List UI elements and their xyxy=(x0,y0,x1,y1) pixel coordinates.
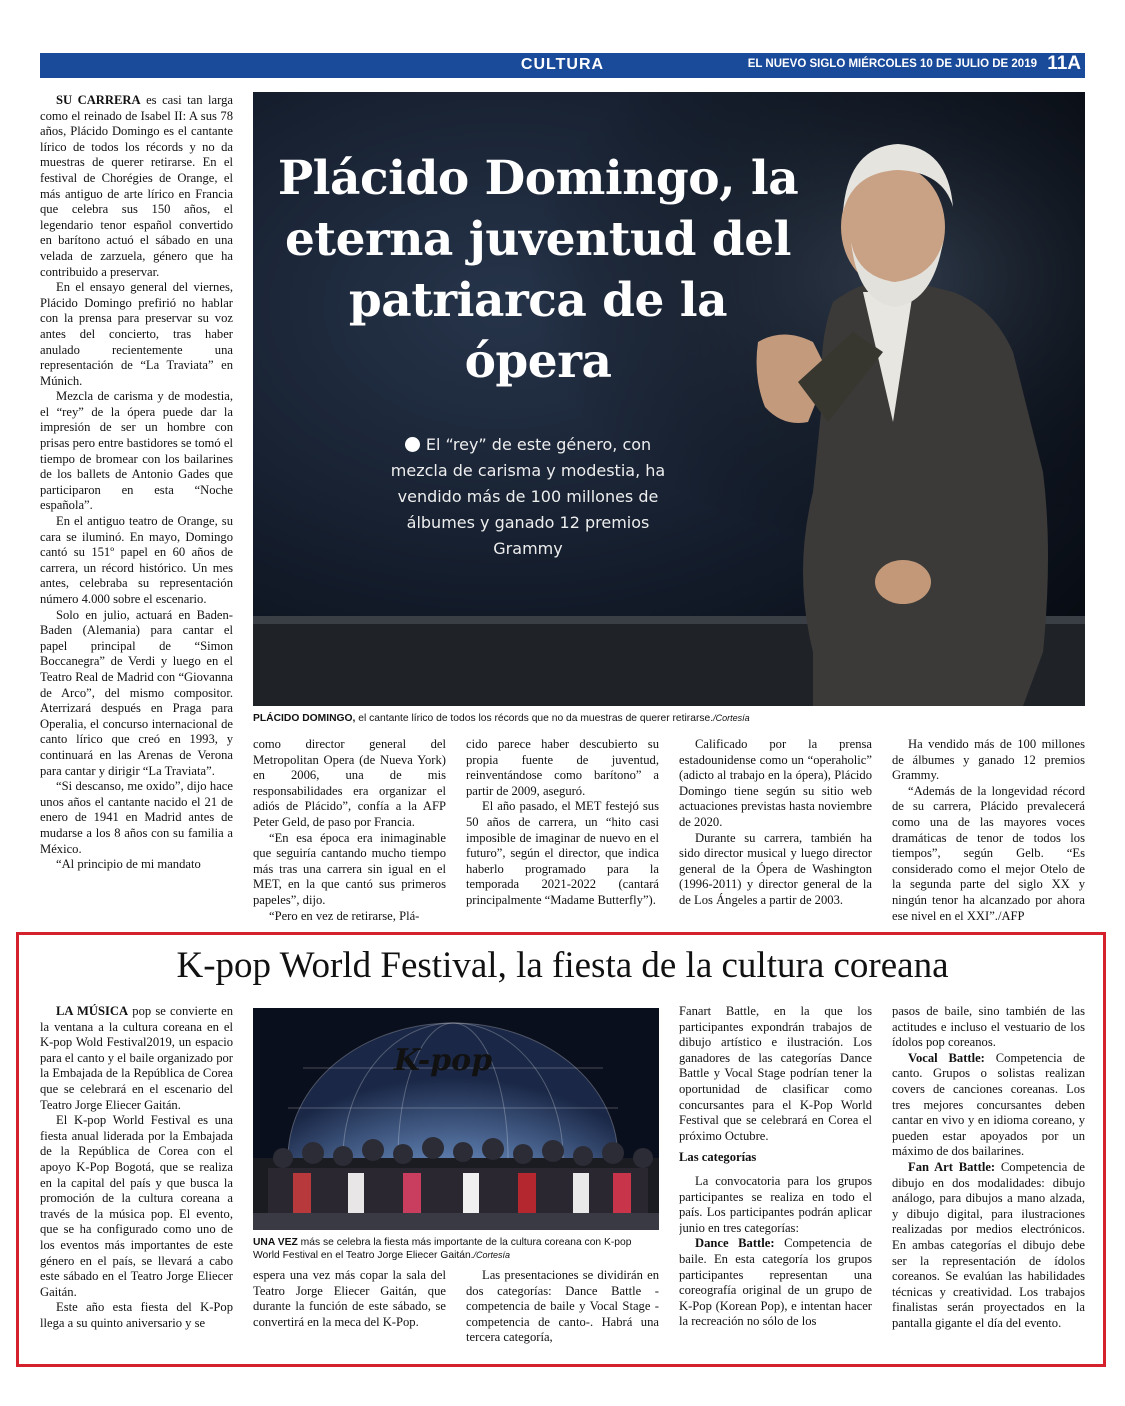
caption-text: más se celebra la fiesta más importante de la cultura coreana con K-pop World Festival en el Teatro Jorge Eliecer Gaitán. xyxy=(253,1237,632,1261)
category-name: Vocal Battle: xyxy=(908,1050,985,1065)
paragraph: Competencia de baile. En esta categoría los grupos participantes representan una coreografía original de un grupo de K-Pop (Korean Pop), e intentan hacer la recreación no sólo de los xyxy=(679,1236,872,1329)
story2-column-1 xyxy=(40,1004,233,1352)
story1-dek-text: El “rey” de este género, con mezcla de carisma y modestia, ha vendido más de 100 millones de álbumes y ganado 12 premios Grammy xyxy=(390,435,666,558)
story1-lead-in: SU CARRERA xyxy=(56,93,141,107)
paragraph: “Si descanso, me oxido”, dijo hace unos años el cantante nacido el 21 de enero de 1941 en Madrid antes de mudarse a los 8 años con su familia a México. xyxy=(40,779,233,856)
story1-column-3 xyxy=(466,737,659,923)
paragraph: espera una vez más copar la sala del Teatro Jorge Eliecer Gaitán, que durante la función de este sábado, se convertirá en la meca del K-Pop. xyxy=(253,1268,446,1329)
caption-text: el cantante lírico de todos los récords que no da muestras de querer retirarse. xyxy=(355,713,714,724)
paragraph: cido parece haber descubierto su propia fuente de juventud, reinventándose como barítono” a partir de 2009, aseguró. xyxy=(466,737,659,798)
paragraph: pop se convierte en la ventana a la cultura coreana en el K-pop Wold Festival2019, un espacio para el canto y el baile organizado por la Embajada de la República de Corea que se celebrará en el escenario del Teatro Jorge Eliecer Gaitán. xyxy=(40,1004,233,1112)
paragraph: En el ensayo general del viernes, Plácido Domingo prefirió no hablar con la prensa para preservar su voz antes del concierto, tras haber anulado recientemente una representación de “La Traviata” en Múnich. xyxy=(40,280,233,388)
story1-column-5 xyxy=(892,737,1085,923)
caption-lead: UNA VEZ xyxy=(253,1237,298,1248)
paragraph: El año pasado, el MET festejó sus 50 años de carrera, un “hito casi imposible de imaginar de nuevo en el futuro”, según el director, que indica haberlo programado para la temporada 2021-2022 (cantará principalmente “Madame Butterfly”). xyxy=(466,799,659,907)
story2-headline: K-pop World Festival, la fiesta de la cultura coreana xyxy=(176,945,949,986)
paragraph: “En esa época era inimaginable que seguiría cantando mucho tiempo más tras una carrera sin igual en el MET, en la que cantó sus primeros papeles”, dijo. xyxy=(253,830,446,907)
caption-lead: PLÁCIDO DOMINGO, xyxy=(253,713,356,724)
paragraph: es casi tan larga como el reinado de Isabel II: A sus 78 años, Plácido Domingo es el cantante lírico de todos los récords y no da muestras de querer retirarse. En el festival de Chorégies de Orange, el más antiguo de arte lírico en Francia que celebra sus 150 años, el legendario tenor español convertido en barítono actuó el sábado en una velada de zarzuela, género que ha contribuido a preservar. xyxy=(40,93,233,279)
story2-lead-in: LA MÚSICA xyxy=(56,1004,129,1018)
paragraph: En el antiguo teatro de Orange, su cara se iluminó. En mayo, Domingo cantó su 151º papel en 60 años de carrera, un récord histórico. Un mes antes, celebraba su representación número 4.000 sobre el escenario. xyxy=(40,514,233,606)
story2-column-5 xyxy=(892,1004,1085,1352)
bullet-icon xyxy=(405,437,420,452)
story1-dek xyxy=(378,432,678,562)
story1-column-2 xyxy=(253,737,446,923)
caption-credit: /Cortesía xyxy=(473,1250,511,1260)
paper-date: EL NUEVO SIGLO MIÉRCOLES 10 DE JULIO DE 2019 xyxy=(747,58,1037,70)
category-name: Fan Art Battle: xyxy=(908,1159,996,1174)
story2-photo-caption xyxy=(253,1236,659,1262)
paragraph: Ha vendido más de 100 millones de álbumes y ganado 12 premios Grammy. xyxy=(892,737,1085,783)
paragraph: El K-pop World Festival es una fiesta anual liderada por la Embajada de la República de Corea con el apoyo K-Pop Bogotá, que se realiza en la capital del país y que busca la promoción de la cultura coreana a través de la música pop. El evento, que se ha configurado como uno de los eventos más importantes de este género en el país, se llevará a cabo este sábado en el Teatro Jorge Eliecer Gaitán. xyxy=(40,1113,233,1299)
category-name: Dance Battle: xyxy=(695,1236,775,1251)
subheading: Las categorías xyxy=(679,1150,757,1165)
paragraph: como director general del Metropolitan Opera (de Nueva York) en 2006, una de mis responsabilidades era organizar el adiós de Plácido”, confía a la AFP Peter Geld, de paso por Francia. xyxy=(253,737,446,829)
story2-column-2 xyxy=(253,1268,446,1352)
paragraph: Mezcla de carisma y de modestia, el “rey” de la ópera puede dar la impresión de ser un hombre con prisas pero entre bastidores se tomó el tiempo de bromear con los bailarines de los ballets de Antonio Gades que participaron en esta “Noche española”. xyxy=(40,389,233,513)
paragraph: “Pero en vez de retirarse, Plá- xyxy=(269,908,420,923)
kpop-stage-illustration xyxy=(253,1008,659,1230)
paragraph: pasos de baile, sino también de las actitudes e incluso el vestuario de los ídolos pop coreanos. xyxy=(892,1004,1085,1050)
paragraph: Competencia de canto. Grupos o solistas realizan covers de canciones coreanas. Los tres mejores concursantes deben cantar en vivo y en idioma coreano, y pueden estar apoyados por un máximo de dos bailarines. xyxy=(892,1050,1085,1159)
paragraph: Las presentaciones se dividirán en dos categorías: Dance Battle -competencia de baile y Vocal Stage -competencia de canto-. Habrá una tercera categoría, xyxy=(466,1268,659,1345)
story1-column-1 xyxy=(40,93,233,923)
paragraph: “Además de la longevidad récord de su carrera, Plácido prevalecerá como una de las mayores voces dramáticas de tenor de todos los tiempos”, según Gelb. “Es considerado como el mejor Otelo de la segunda parte del siglo XX y ningún tenor ha alcanzado por ahora ese nivel en el XXI”./AFP xyxy=(892,783,1085,923)
section-header-bar xyxy=(40,53,1085,78)
story1-headline: Plácido Domingo, la eterna juventud del patriarca de la ópera xyxy=(277,151,799,389)
paragraph: Competencia de dibujo en dos modalidades: dibujo análogo, para dibujos a mano alzada, y dibujo digital, para ilustraciones realizadas por medios electrónicos. En ambas categorías el dibujo debe ser la representación de ídolos coreanos. Se evalúan las habilidades técnicas y creatividad. Los trabajos finalistas serán proyectados en la pantalla gigante el día del evento. xyxy=(892,1159,1085,1330)
paragraph: La convocatoria para los grupos participantes se realiza en todo el país. Los participantes podrán aplicar junio en tres categorías: xyxy=(679,1173,872,1235)
story1-photo-caption xyxy=(253,712,1085,725)
section-name: CULTURA xyxy=(520,56,605,73)
paragraph: Solo en julio, actuará en Baden-Baden (Alemania) para cantar el papel principal de “Simon Boccanegra” de Verdi y luego en el Teatro Real de Madrid con “Giovanna de Arco”, del mismo compositor. Aterrizará después en Praga para Operalia, el concurso internacional de canto lírico que creó en 1993, y continuará en las Arenas de Verona para cantar y dirigir “La Traviata”. xyxy=(40,607,233,778)
caption-credit: /Cortesía xyxy=(713,713,750,723)
paragraph: Durante su carrera, también ha sido director musical y luego director general de la Ópera de Washington (1996-2011) y director general de la de Los Ángeles a partir de 2003. xyxy=(679,830,872,907)
paragraph: “Al principio de mi mandato xyxy=(56,857,201,872)
paragraph: Este año esta fiesta del K-Pop llega a su quinto aniversario y se xyxy=(40,1300,233,1330)
story2-column-3 xyxy=(466,1268,659,1352)
page-number: 11A xyxy=(1047,53,1081,74)
kpop-logo: K-pop xyxy=(393,1043,493,1078)
kpop-festival-photo xyxy=(253,1008,659,1230)
paragraph: Calificado por la prensa estadounidense como un “operaholic” (adicto al trabajo en la ópera), Plácido Domingo tiene según su sitio web actuaciones previstas hasta noviembre de 2020. xyxy=(679,737,872,829)
story2-column-4 xyxy=(679,1004,872,1352)
story1-column-4 xyxy=(679,737,872,923)
hero-photo-placido-domingo xyxy=(253,92,1085,706)
paragraph: Fanart Battle, en la que los participantes expondrán trabajos de dibujo artístico e ilustración. Los ganadores de las categorías Dance Battle y Vocal Stage podrían tener la oportunidad de clasificar como concursantes para el K-Pop World Festival que se celebrará en Corea el próximo Octubre. xyxy=(679,1004,872,1143)
